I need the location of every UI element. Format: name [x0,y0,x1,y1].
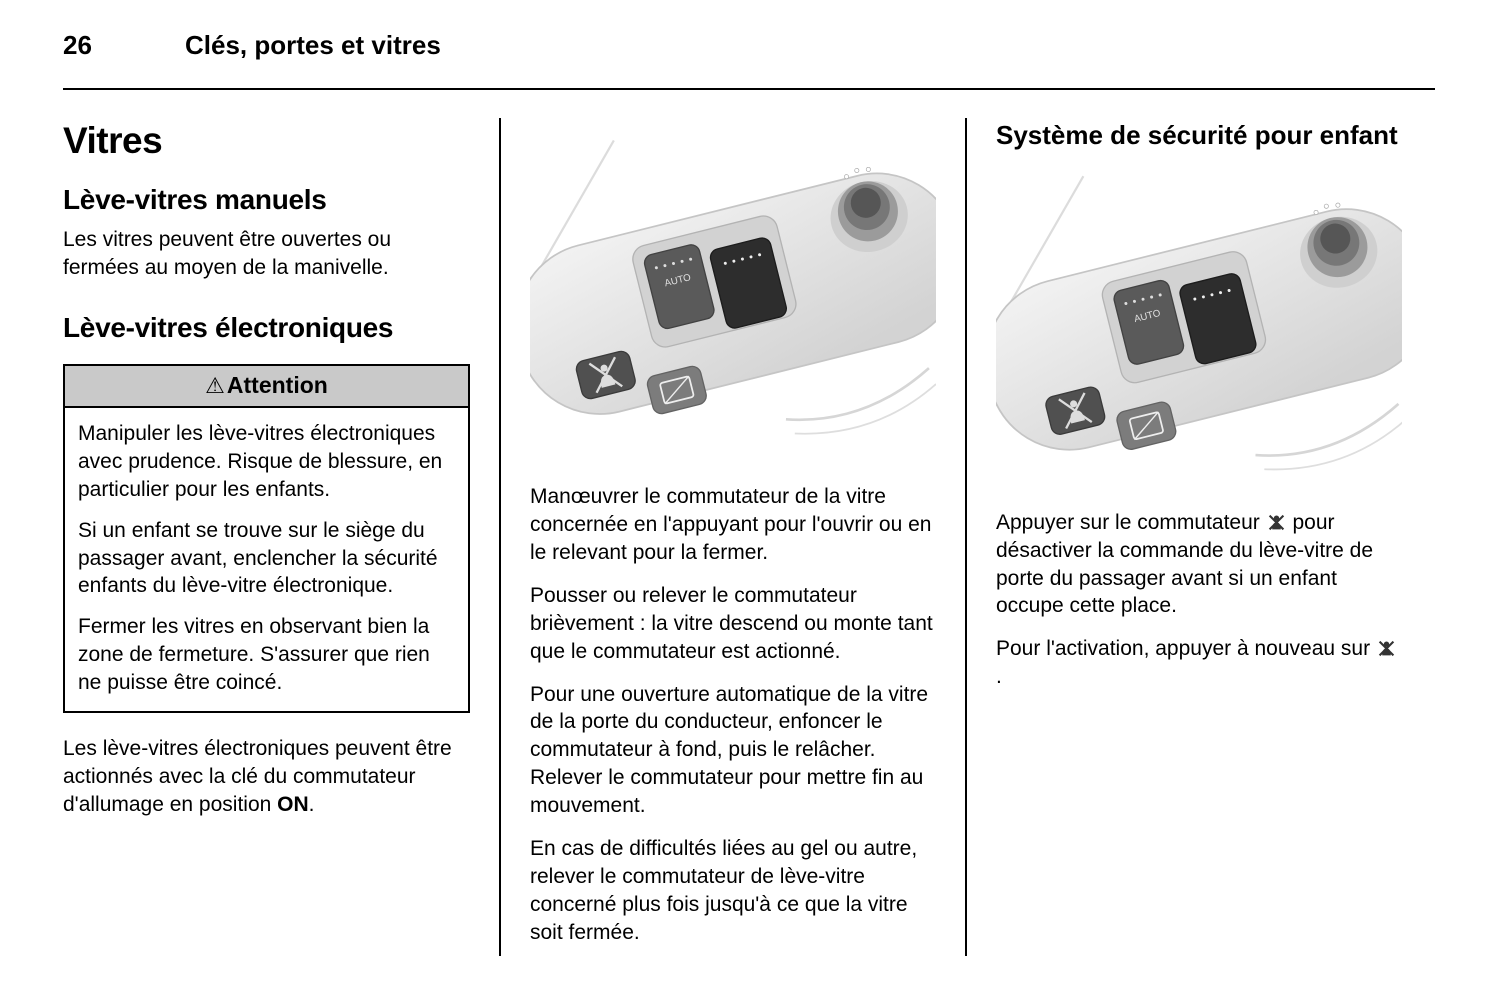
content-columns [63,118,1497,956]
warning-body [65,408,468,711]
section-title-vitres: Vitres [63,120,163,161]
manual-windows-text: Les vitres peuvent être ouvertes ou fermées au moyen de la manivelle. [63,228,392,279]
text: pour désactiver la commande du lève-vitre de porte du passager avant si un enfant occupe cette place. [996,510,1374,618]
warning-paragraph: Fermer les vitres en observant bien la zone de fermeture. S'assurer que rien ne puisse être coincé. [78,615,430,695]
warning-paragraph: Si un enfant se trouve sur le siège du passager avant, enclencher la sécurité enfants du lève-vitre électronique. [78,518,438,598]
column-1 [63,118,470,956]
note-text: Les lève-vitres électroniques peuvent être actionnés avec la clé du commutateur d'allumage en position [63,737,452,816]
note-text-end: . [308,792,315,816]
child-safety-paragraph [996,635,1402,691]
header-rule [63,88,1435,90]
column-3 [996,118,1402,956]
warning-triangle-icon: ⚠ [205,373,225,399]
warning-box [63,364,470,713]
on-label: ON [277,792,309,816]
text: . [996,665,1002,689]
operation-paragraph: Pour une ouverture automatique de la vitre de la porte du conducteur, enfoncer le commutateur à fond, puis le relâcher. Relever le commutateur pour mettre fin au mouvement. [530,682,929,818]
warning-header [65,366,468,408]
operation-paragraph: En cas de difficultés liées au gel ou autre, relever le commutateur de lève-vitre concerné plus fois jusqu'à ce que la vitre soit fermée. [530,837,918,944]
operation-paragraph: Pousser ou relever le commutateur brièvement : la vitre descend ou monte tant que le commutateur est actionné. [530,583,933,663]
heading-manual-windows: Lève-vitres manuels [63,184,327,215]
power-windows-note [63,735,470,819]
window-switches-image [530,118,936,463]
child-safety-figure [996,169,1402,487]
child-lock-icon [1376,639,1397,658]
child-safety-image [996,169,1402,487]
warning-title: Attention [226,371,328,398]
heading-power-windows: Lève-vitres électroniques [63,311,394,343]
heading-child-safety: Système de sécurité pour enfant [996,120,1398,150]
child-lock-icon [1266,513,1287,532]
page-number: 26 [63,30,92,60]
page-header [63,30,1497,74]
column-2 [530,118,936,956]
child-safety-paragraph [996,509,1402,621]
operation-paragraph: Manœuvrer le commutateur de la vitre concernée en l'appuyant pour l'ouvrir ou en le relevant pour la fermer. [530,485,932,564]
text: Pour l'activation, appuyer à nouveau sur [996,637,1376,661]
window-switches-figure [530,118,936,463]
chapter-title: Clés, portes et vitres [185,30,441,60]
warning-paragraph: Manipuler les lève-vitres électroniques avec prudence. Risque de blessure, en particulier pour les enfants. [78,421,443,501]
text: Appuyer sur le commutateur [996,510,1266,534]
